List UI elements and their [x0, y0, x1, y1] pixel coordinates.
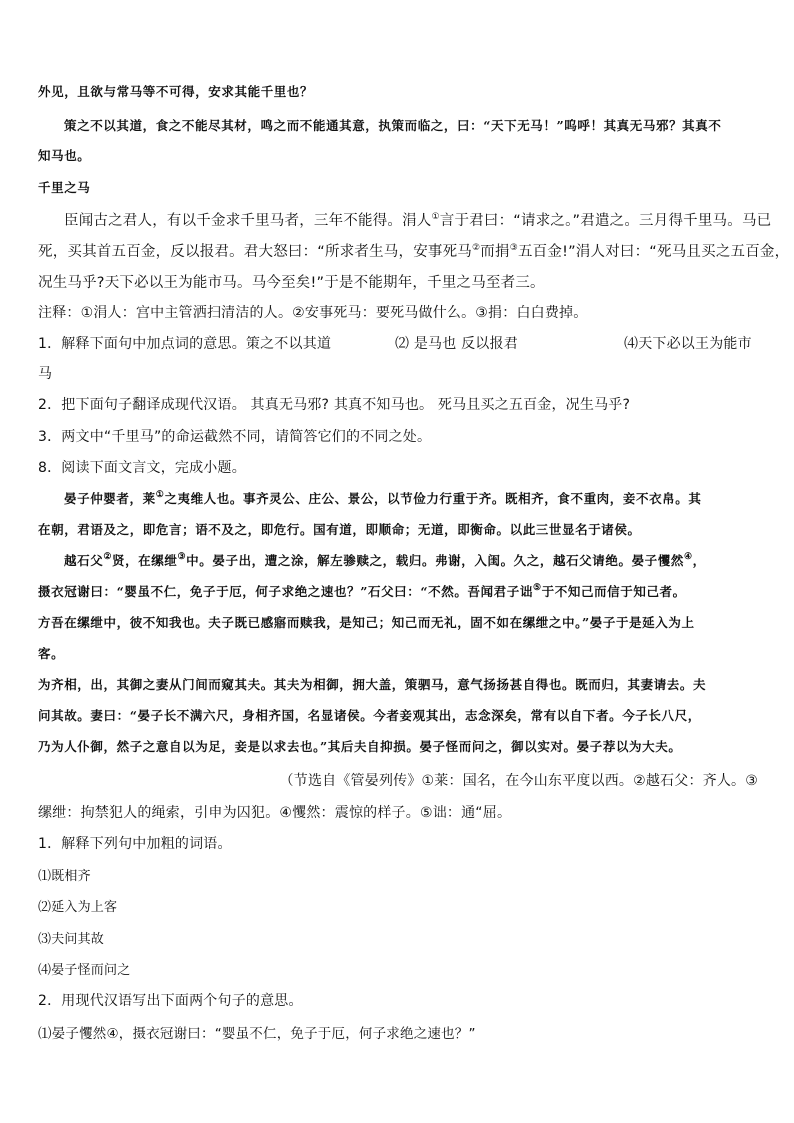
passage2-line1: 臣闻古之君人，有以千金求千里马者，三年不能得。涓人①言于君曰：“请求之。”君遣之。三月得千里马。马已: [64, 212, 772, 229]
passage2-title: 千里之马: [38, 180, 91, 195]
s8-p3-line2: 问其故。妻曰：“晏子长不满六尺，身相齐国，名显诸侯。今者妾观其出，志念深矣，常有以自下者。今子长八尺，: [38, 708, 701, 723]
s8-q2: 2．用现代汉语写出下面两个句子的意思。: [38, 993, 303, 1009]
q3-line: 3．两文中“千里马”的命运截然不同，请简答它们的不同之处。: [38, 429, 432, 445]
passage2-notes: 注释：①涓人：宫中主管洒扫清洁的人。②安事死马：要死马做什么。③捐：白白费掉。: [38, 305, 588, 321]
s8-p3-line1: 为齐相，出，其御之妻从门间而窥其夫。其夫为相御，拥大盖，策驷马，意气扬扬甚自得也。既而归，其妻请去。夫: [38, 677, 707, 692]
q1-line: 1．解释下面句中加点词的意思。策之不以其道 ⑵ 是马也 反以报君 ⑷天下必以王为能市: [38, 336, 752, 352]
s8-p1-line1: 晏子仲婴者，莱①之夷维人也。事齐灵公、庄公、景公，以节俭力行重于齐。既相齐，食不重肉，妾不衣帛。其: [64, 490, 702, 506]
s8-q2-item1: ⑴晏子戄然④，摄衣冠谢曰：“婴虽不仁，免子于厄，何子求绝之速也？”: [38, 1026, 476, 1042]
passage1-line3: 知马也。: [38, 148, 91, 163]
passage1-line2: 策之不以其道，食之不能尽其材，鸣之而不能通其意，执策而临之，曰：“天下无马！”呜呼！其真无马邪？其真不: [64, 118, 722, 133]
s8-q1-item3: ⑶夫问其故: [38, 932, 105, 947]
s8-q1-item1: ⑴既相齐: [38, 869, 91, 884]
passage2-line2: 死，买其首五百金，反以报君。君大怒曰：“所求者生马，安事死马②而捐③五百金!”涓人对曰：“死马且买之五百金，: [38, 243, 790, 260]
section8-heading: 8．阅读下面文言文，完成小题。: [38, 460, 246, 476]
s8-p2-line4: 客。: [38, 646, 65, 661]
q1-wrap: 马: [38, 366, 53, 382]
s8-p1-line2: 在朝，君语及之，即危言；语不及之，即危行。国有道，即顺命；无道，即衡命。以此三世显名于诸侯。: [38, 522, 641, 537]
s8-q1: 1．解释下列句中加粗的词语。: [38, 836, 232, 852]
s8-q1-item2: ⑵延入为上客: [38, 900, 118, 915]
q2-line: 2．把下面句子翻译成现代汉语。 其真无马邪? 其真不知马也。 死马且买之五百金，况生马乎?: [38, 397, 631, 413]
s8-notes: 缧绁：拘禁犯人的绳索，引申为囚犯。④戄然：震惊的样子。⑤诎：通“屈。: [38, 805, 512, 821]
passage1-line1: 外见，且欲与常马等不可得，安求其能千里也？: [38, 84, 314, 99]
s8-p3-line3: 乃为人仆御，然子之意自以为足，妾是以求去也。”其后夫自抑损。晏子怪而问之，御以实对。晏子荐以为大夫。: [38, 739, 682, 754]
s8-q1-item4: ⑷晏子怪而问之: [38, 963, 131, 978]
passage2-line3: 况生马乎?天下必以王为能市马。马今至矣!”于是不能期年，千里之马至者三。: [38, 275, 545, 291]
s8-source: （节选自《管晏列传》①莱：国名，在今山东平度以西。②越石父：齐人。③: [279, 773, 758, 789]
s8-p2-line1: 越石父②贤，在缧绁③中。晏子出，遭之涂，解左骖赎之，载归。弗谢，入闺。久之，越石父请绝。晏子戄然④，: [64, 552, 706, 568]
s8-p2-line3: 方吾在缧绁中，彼不知我也。夫子既已感寤而赎我，是知己；知己而无礼，固不如在缧绁之中。”晏子于是延入为上: [38, 615, 695, 630]
s8-p2-line2: 摄衣冠谢曰：“婴虽不仁，免子于厄，何子求绝之速也？”石父曰：“不然。吾闻君子诎⑤于不知己而信于知己者。: [38, 583, 686, 599]
